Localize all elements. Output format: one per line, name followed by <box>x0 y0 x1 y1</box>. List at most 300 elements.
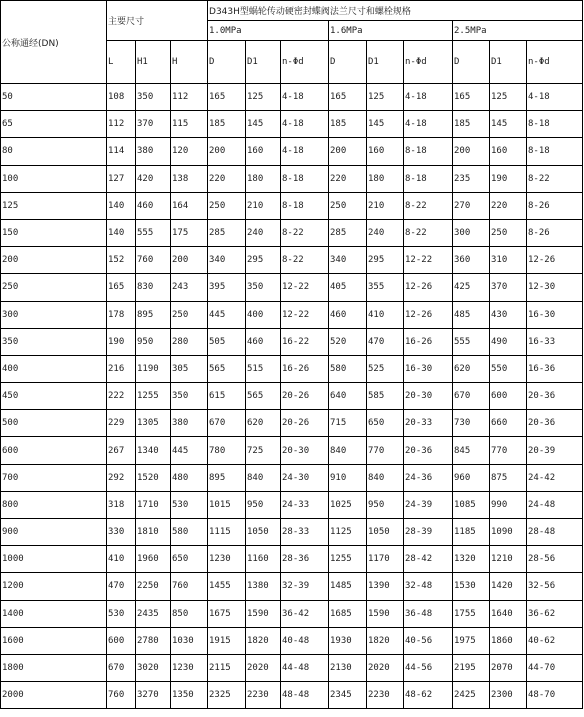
table-cell: 2425 <box>453 682 490 709</box>
table-cell: 295 <box>246 247 281 274</box>
table-cell: 152 <box>107 247 136 274</box>
table-cell: 2115 <box>208 654 246 681</box>
table-cell: 108 <box>107 84 136 111</box>
table-cell: 44-48 <box>281 654 329 681</box>
table-row <box>1 165 583 192</box>
table-cell: 8-26 <box>527 219 583 246</box>
dn-cell: 500 <box>1 410 107 437</box>
dn-cell: 600 <box>1 437 107 464</box>
table-cell: 445 <box>171 437 208 464</box>
table-cell: 165 <box>208 84 246 111</box>
table-cell: 40-56 <box>404 627 453 654</box>
table-cell: 650 <box>171 546 208 573</box>
table-cell: 12-30 <box>527 274 583 301</box>
table-cell: 340 <box>329 247 367 274</box>
table-cell: 20-33 <box>404 410 453 437</box>
table-cell: 840 <box>329 437 367 464</box>
table-cell: 460 <box>136 192 171 219</box>
table-cell: 395 <box>208 274 246 301</box>
table-cell: 1125 <box>329 519 367 546</box>
table-cell: 4-18 <box>281 84 329 111</box>
table-cell: 530 <box>107 600 136 627</box>
table-cell: 160 <box>490 138 527 165</box>
table-row <box>1 219 583 246</box>
dn-cell: 1000 <box>1 546 107 573</box>
table-cell: 216 <box>107 355 136 382</box>
table-cell: 28-39 <box>404 519 453 546</box>
table-cell: 1455 <box>208 573 246 600</box>
table-cell: 235 <box>453 165 490 192</box>
dn-cell: 700 <box>1 464 107 491</box>
table-cell: 895 <box>208 464 246 491</box>
table-cell: 8-22 <box>404 192 453 219</box>
table-cell: 240 <box>246 219 281 246</box>
table-cell: 20-39 <box>527 437 583 464</box>
table-cell: 12-22 <box>281 301 329 328</box>
table-cell: 16-30 <box>527 301 583 328</box>
table-cell: 140 <box>107 219 136 246</box>
table-cell: 48-62 <box>404 682 453 709</box>
table-cell: 400 <box>246 301 281 328</box>
table-cell: 910 <box>329 464 367 491</box>
dn-cell: 900 <box>1 519 107 546</box>
table-cell: 200 <box>453 138 490 165</box>
table-cell: 32-48 <box>404 573 453 600</box>
table-cell: 36-62 <box>527 600 583 627</box>
table-cell: 36-48 <box>404 600 453 627</box>
table-cell: 250 <box>171 301 208 328</box>
table-row <box>1 546 583 573</box>
table-cell: 140 <box>107 192 136 219</box>
table-cell: 127 <box>107 165 136 192</box>
table-cell: 16-26 <box>281 355 329 382</box>
table-cell: 2300 <box>490 682 527 709</box>
table-cell: 370 <box>136 111 171 138</box>
table-cell: 2345 <box>329 682 367 709</box>
table-cell: 555 <box>453 328 490 355</box>
column-header: n-Φd <box>527 41 583 84</box>
table-cell: 250 <box>329 192 367 219</box>
table-cell: 200 <box>329 138 367 165</box>
dn-cell: 65 <box>1 111 107 138</box>
table-cell: 410 <box>107 546 136 573</box>
table-cell: 1390 <box>367 573 404 600</box>
table-cell: 8-22 <box>281 219 329 246</box>
dn-cell: 1400 <box>1 600 107 627</box>
dn-cell: 200 <box>1 247 107 274</box>
table-row <box>1 464 583 491</box>
table-cell: 990 <box>490 491 527 518</box>
table-cell: 585 <box>367 383 404 410</box>
table-cell: 1590 <box>246 600 281 627</box>
table-cell: 330 <box>107 519 136 546</box>
table-cell: 12-26 <box>527 247 583 274</box>
table-cell: 1420 <box>490 573 527 600</box>
table-row <box>1 138 583 165</box>
dn-cell: 2000 <box>1 682 107 709</box>
table-cell: 1520 <box>136 464 171 491</box>
table-cell: 267 <box>107 437 136 464</box>
table-cell: 125 <box>246 84 281 111</box>
table-cell: 32-56 <box>527 573 583 600</box>
table-cell: 950 <box>246 491 281 518</box>
table-cell: 1160 <box>246 546 281 573</box>
table-cell: 1755 <box>453 600 490 627</box>
table-cell: 28-48 <box>527 519 583 546</box>
table-cell: 2230 <box>246 682 281 709</box>
table-cell: 2435 <box>136 600 171 627</box>
table-cell: 8-22 <box>404 219 453 246</box>
table-cell: 16-22 <box>281 328 329 355</box>
table-cell: 1115 <box>208 519 246 546</box>
table-cell: 305 <box>171 355 208 382</box>
table-cell: 770 <box>490 437 527 464</box>
table-cell: 2130 <box>329 654 367 681</box>
table-cell: 1350 <box>171 682 208 709</box>
column-header: D1 <box>490 41 527 84</box>
table-cell: 445 <box>208 301 246 328</box>
column-header: n-Φd <box>281 41 329 84</box>
table-cell: 210 <box>367 192 404 219</box>
table-cell: 160 <box>367 138 404 165</box>
table-row <box>1 383 583 410</box>
table-cell: 145 <box>490 111 527 138</box>
table-cell: 145 <box>246 111 281 138</box>
table-cell: 318 <box>107 491 136 518</box>
table-cell: 840 <box>367 464 404 491</box>
table-cell: 1255 <box>136 383 171 410</box>
table-cell: 760 <box>171 573 208 600</box>
table-cell: 24-36 <box>404 464 453 491</box>
table-cell: 1210 <box>490 546 527 573</box>
table-cell: 380 <box>171 410 208 437</box>
table-cell: 1640 <box>490 600 527 627</box>
table-cell: 950 <box>367 491 404 518</box>
table-cell: 24-39 <box>404 491 453 518</box>
table-cell: 1485 <box>329 573 367 600</box>
table-cell: 1685 <box>329 600 367 627</box>
table-cell: 1340 <box>136 437 171 464</box>
column-header: H1 <box>136 41 171 84</box>
table-cell: 1090 <box>490 519 527 546</box>
table-cell: 8-18 <box>281 192 329 219</box>
table-cell: 600 <box>490 383 527 410</box>
table-cell: 185 <box>329 111 367 138</box>
table-cell: 20-36 <box>404 437 453 464</box>
table-cell: 8-18 <box>404 165 453 192</box>
table-row <box>1 274 583 301</box>
table-cell: 16-26 <box>404 328 453 355</box>
table-cell: 285 <box>208 219 246 246</box>
table-cell: 4-18 <box>404 111 453 138</box>
table-cell: 8-22 <box>281 247 329 274</box>
table-row <box>1 247 583 274</box>
table-cell: 28-42 <box>404 546 453 573</box>
table-cell: 525 <box>367 355 404 382</box>
table-row <box>1 355 583 382</box>
column-header: D1 <box>367 41 404 84</box>
table-cell: 20-36 <box>527 410 583 437</box>
dn-cell: 300 <box>1 301 107 328</box>
table-cell: 1820 <box>246 627 281 654</box>
table-cell: 1820 <box>367 627 404 654</box>
table-row <box>1 437 583 464</box>
table-cell: 350 <box>171 383 208 410</box>
table-cell: 355 <box>367 274 404 301</box>
table-cell: 28-56 <box>527 546 583 573</box>
table-cell: 12-22 <box>404 247 453 274</box>
table-cell: 8-18 <box>404 138 453 165</box>
table-row <box>1 573 583 600</box>
table-cell: 430 <box>490 301 527 328</box>
table-cell: 950 <box>136 328 171 355</box>
table-row <box>1 627 583 654</box>
column-header: D1 <box>246 41 281 84</box>
table-cell: 12-22 <box>281 274 329 301</box>
table-cell: 425 <box>453 274 490 301</box>
table-cell: 1050 <box>367 519 404 546</box>
table-cell: 20-30 <box>404 383 453 410</box>
table-cell: 300 <box>453 219 490 246</box>
table-cell: 620 <box>453 355 490 382</box>
table-cell: 550 <box>490 355 527 382</box>
table-cell: 1085 <box>453 491 490 518</box>
table-cell: 165 <box>107 274 136 301</box>
table-cell: 112 <box>107 111 136 138</box>
table-cell: 112 <box>171 84 208 111</box>
table-cell: 830 <box>136 274 171 301</box>
table-cell: 310 <box>490 247 527 274</box>
table-cell: 2780 <box>136 627 171 654</box>
table-cell: 4-18 <box>527 84 583 111</box>
table-row <box>1 301 583 328</box>
table-cell: 780 <box>208 437 246 464</box>
table-cell: 160 <box>246 138 281 165</box>
table-cell: 1050 <box>246 519 281 546</box>
table-cell: 164 <box>171 192 208 219</box>
table-cell: 229 <box>107 410 136 437</box>
table-row <box>1 600 583 627</box>
table-cell: 760 <box>107 682 136 709</box>
table-cell: 40-48 <box>281 627 329 654</box>
table-cell: 2020 <box>246 654 281 681</box>
table-cell: 370 <box>490 274 527 301</box>
table-cell: 175 <box>171 219 208 246</box>
dn-cell: 800 <box>1 491 107 518</box>
table-cell: 380 <box>136 138 171 165</box>
pressure-header-1: 1.0MPa <box>208 21 329 41</box>
table-cell: 1710 <box>136 491 171 518</box>
table-cell: 470 <box>107 573 136 600</box>
table-cell: 20-36 <box>527 383 583 410</box>
table-row <box>1 84 583 111</box>
table-cell: 620 <box>246 410 281 437</box>
table-cell: 460 <box>246 328 281 355</box>
table-cell: 292 <box>107 464 136 491</box>
table-cell: 1190 <box>136 355 171 382</box>
table-cell: 48-70 <box>527 682 583 709</box>
table-cell: 850 <box>171 600 208 627</box>
table-cell: 350 <box>136 84 171 111</box>
table-cell: 565 <box>246 383 281 410</box>
table-cell: 114 <box>107 138 136 165</box>
table-cell: 580 <box>171 519 208 546</box>
table-cell: 20-26 <box>281 410 329 437</box>
table-cell: 285 <box>329 219 367 246</box>
table-cell: 28-36 <box>281 546 329 573</box>
table-cell: 845 <box>453 437 490 464</box>
table-cell: 40-62 <box>527 627 583 654</box>
table-cell: 1590 <box>367 600 404 627</box>
table-cell: 2070 <box>490 654 527 681</box>
table-cell: 44-70 <box>527 654 583 681</box>
table-cell: 165 <box>329 84 367 111</box>
table-cell: 178 <box>107 301 136 328</box>
table-cell: 115 <box>171 111 208 138</box>
table-cell: 660 <box>490 410 527 437</box>
dn-cell: 1600 <box>1 627 107 654</box>
table-cell: 180 <box>367 165 404 192</box>
table-cell: 145 <box>367 111 404 138</box>
table-cell: 8-18 <box>281 165 329 192</box>
column-header: H <box>171 41 208 84</box>
table-cell: 24-42 <box>527 464 583 491</box>
table-cell: 340 <box>208 247 246 274</box>
table-cell: 220 <box>208 165 246 192</box>
table-cell: 2250 <box>136 573 171 600</box>
table-cell: 1320 <box>453 546 490 573</box>
table-cell: 250 <box>208 192 246 219</box>
table-cell: 125 <box>490 84 527 111</box>
table-cell: 180 <box>246 165 281 192</box>
table-cell: 1915 <box>208 627 246 654</box>
main-dims-header: 主要尺寸 <box>107 1 208 41</box>
pressure-header-2: 1.6MPa <box>329 21 453 41</box>
table-cell: 24-48 <box>527 491 583 518</box>
table-cell: 670 <box>453 383 490 410</box>
table-cell: 460 <box>329 301 367 328</box>
table-cell: 185 <box>453 111 490 138</box>
table-row <box>1 192 583 219</box>
table-cell: 670 <box>107 654 136 681</box>
table-cell: 4-18 <box>404 84 453 111</box>
table-cell: 1380 <box>246 573 281 600</box>
table-cell: 125 <box>367 84 404 111</box>
table-cell: 1810 <box>136 519 171 546</box>
dn-cell: 150 <box>1 219 107 246</box>
table-cell: 1975 <box>453 627 490 654</box>
table-cell: 32-39 <box>281 573 329 600</box>
table-row <box>1 491 583 518</box>
table-row <box>1 519 583 546</box>
table-cell: 24-30 <box>281 464 329 491</box>
table-cell: 960 <box>453 464 490 491</box>
table-cell: 505 <box>208 328 246 355</box>
table-cell: 895 <box>136 301 171 328</box>
table-row <box>1 111 583 138</box>
table-cell: 1230 <box>171 654 208 681</box>
table-cell: 1025 <box>329 491 367 518</box>
table-cell: 485 <box>453 301 490 328</box>
table-cell: 1185 <box>453 519 490 546</box>
table-cell: 2195 <box>453 654 490 681</box>
table-cell: 8-18 <box>527 138 583 165</box>
dn-cell: 450 <box>1 383 107 410</box>
table-cell: 190 <box>490 165 527 192</box>
table-cell: 640 <box>329 383 367 410</box>
table-cell: 20-26 <box>281 383 329 410</box>
table-cell: 1860 <box>490 627 527 654</box>
table-cell: 410 <box>367 301 404 328</box>
table-cell: 565 <box>208 355 246 382</box>
table-row <box>1 328 583 355</box>
table-cell: 8-26 <box>527 192 583 219</box>
table-cell: 730 <box>453 410 490 437</box>
table-cell: 555 <box>136 219 171 246</box>
table-cell: 20-30 <box>281 437 329 464</box>
table-cell: 2230 <box>367 682 404 709</box>
table-row <box>1 682 583 709</box>
table-cell: 200 <box>208 138 246 165</box>
table-cell: 8-18 <box>527 111 583 138</box>
table-cell: 760 <box>136 247 171 274</box>
table-cell: 165 <box>453 84 490 111</box>
table-cell: 515 <box>246 355 281 382</box>
table-cell: 770 <box>367 437 404 464</box>
pressure-header-3: 2.5MPa <box>453 21 583 41</box>
table-cell: 44-56 <box>404 654 453 681</box>
table-cell: 243 <box>171 274 208 301</box>
table-cell: 210 <box>246 192 281 219</box>
table-cell: 1960 <box>136 546 171 573</box>
column-header: D <box>453 41 490 84</box>
table-cell: 24-33 <box>281 491 329 518</box>
table-cell: 200 <box>171 247 208 274</box>
table-cell: 2325 <box>208 682 246 709</box>
table-cell: 48-48 <box>281 682 329 709</box>
table-cell: 2020 <box>367 654 404 681</box>
table-cell: 250 <box>490 219 527 246</box>
table-cell: 490 <box>490 328 527 355</box>
table-cell: 470 <box>367 328 404 355</box>
table-cell: 3270 <box>136 682 171 709</box>
table-row <box>1 410 583 437</box>
table-cell: 1255 <box>329 546 367 573</box>
dn-cell: 80 <box>1 138 107 165</box>
table-cell: 350 <box>246 274 281 301</box>
column-header: D <box>329 41 367 84</box>
table-cell: 1170 <box>367 546 404 573</box>
table-cell: 240 <box>367 219 404 246</box>
table-cell: 1305 <box>136 410 171 437</box>
table-cell: 650 <box>367 410 404 437</box>
table-cell: 670 <box>208 410 246 437</box>
table-cell: 4-18 <box>281 111 329 138</box>
dn-header: 公称通经(DN) <box>1 1 107 84</box>
column-header: D <box>208 41 246 84</box>
table-cell: 405 <box>329 274 367 301</box>
table-cell: 8-22 <box>527 165 583 192</box>
dn-cell: 100 <box>1 165 107 192</box>
table-cell: 16-33 <box>527 328 583 355</box>
dn-cell: 1800 <box>1 654 107 681</box>
table-cell: 3020 <box>136 654 171 681</box>
dn-cell: 400 <box>1 355 107 382</box>
table-cell: 1530 <box>453 573 490 600</box>
table-cell: 360 <box>453 247 490 274</box>
table-row <box>1 654 583 681</box>
table-cell: 12-26 <box>404 301 453 328</box>
